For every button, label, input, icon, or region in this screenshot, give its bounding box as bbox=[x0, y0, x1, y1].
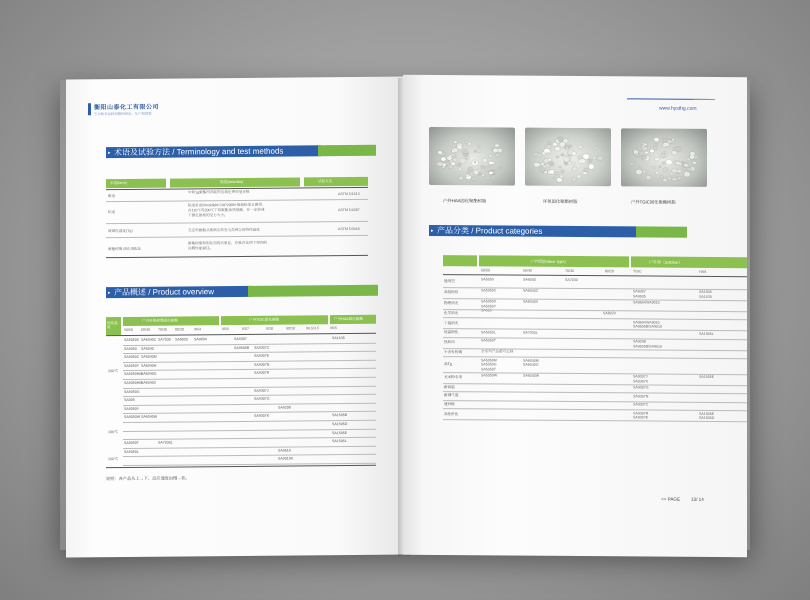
terminology-section-bar bbox=[106, 145, 376, 158]
temp-label: 160℃ bbox=[108, 457, 119, 462]
sub-header: 70/30 bbox=[565, 268, 574, 273]
resin-granule bbox=[555, 147, 560, 151]
ratio-label: 93/7 bbox=[242, 326, 249, 331]
resin-granule bbox=[489, 171, 493, 174]
resin-granule bbox=[659, 166, 661, 168]
method-cell: ASTM D4287 bbox=[338, 207, 360, 213]
categories-title: 产品分类 / Product categories bbox=[437, 226, 543, 236]
category-name: 耐高温 bbox=[444, 384, 455, 389]
resin-granule bbox=[467, 170, 470, 173]
section-bullet-icon: ▸ bbox=[431, 227, 434, 235]
row-divider bbox=[123, 394, 376, 397]
resin-granule bbox=[497, 148, 502, 152]
resin-granule bbox=[572, 178, 576, 181]
indoor-code: SA6040C bbox=[523, 288, 539, 293]
indoor-code: SA5050T bbox=[481, 366, 496, 371]
describe-cell: 在110℃或200℃下将聚酯加热熔融，在一定转速 bbox=[188, 207, 265, 213]
resin-granule bbox=[630, 162, 634, 165]
category-name: 高Tg bbox=[444, 361, 452, 366]
indoor-code: SA5050M bbox=[481, 357, 497, 362]
resin-granule bbox=[693, 162, 695, 164]
resin-granule bbox=[570, 145, 572, 147]
resin-granule bbox=[457, 163, 461, 166]
indoor-code: SA6040W bbox=[523, 373, 540, 378]
product-code: SA9307E bbox=[254, 353, 270, 359]
indoor-code: 全系列产品都可定制 bbox=[481, 349, 514, 354]
group-header: 户外HAA固化聚酯 bbox=[334, 316, 363, 322]
resin-granule bbox=[655, 158, 658, 161]
category-name: 物理消光 bbox=[444, 301, 459, 306]
resin-granule bbox=[454, 141, 457, 143]
resin-granule bbox=[636, 170, 642, 175]
resin-granule bbox=[644, 143, 647, 146]
resin-granule bbox=[453, 155, 456, 158]
category-rows bbox=[443, 276, 747, 478]
product-code: SA5050C bbox=[124, 355, 140, 360]
product-code: SA6040M bbox=[141, 354, 157, 360]
outdoor-header: 户外型（outdoor） bbox=[649, 259, 683, 265]
resin-granule bbox=[654, 138, 659, 142]
photo-caption: 环氧固化聚酯树脂 bbox=[543, 198, 578, 205]
ratio-label: 70/30 bbox=[158, 327, 167, 332]
resin-granule bbox=[468, 179, 470, 181]
product-code: SA9604 bbox=[194, 337, 207, 342]
page-number: 13/ 14 bbox=[691, 496, 704, 502]
indoor-code: SA005 bbox=[481, 308, 492, 313]
haa-code: SA1505L bbox=[699, 331, 714, 336]
resin-granule bbox=[572, 162, 575, 165]
category-name: 热转印 bbox=[444, 340, 455, 345]
resin-granule bbox=[486, 176, 490, 179]
resin-granule bbox=[472, 178, 476, 181]
resin-granule bbox=[589, 165, 594, 169]
resin-granule bbox=[672, 169, 676, 172]
indoor-code: SA5050L bbox=[481, 329, 496, 334]
resin-granule bbox=[557, 178, 561, 181]
tgic-code: SA9307 bbox=[633, 289, 646, 294]
resin-granule bbox=[583, 172, 586, 175]
haa-code: SA1505E bbox=[699, 411, 715, 416]
row-divider bbox=[123, 454, 376, 457]
tgic-code: SA9307N bbox=[633, 393, 649, 399]
product-code: SA005 bbox=[124, 398, 135, 403]
resin-granule bbox=[534, 153, 537, 155]
category-name: 不含有机锡 bbox=[444, 349, 462, 354]
product-code: SA1505L bbox=[332, 439, 347, 444]
resin-granule bbox=[688, 168, 691, 170]
resin-granule bbox=[568, 161, 571, 164]
category-name: 建材级 bbox=[444, 401, 455, 406]
resin-granule bbox=[597, 156, 603, 161]
resin-granule bbox=[656, 172, 658, 174]
resin-granule bbox=[556, 156, 559, 158]
category-name: 高装饰性 bbox=[444, 290, 459, 295]
resin-granule bbox=[642, 147, 646, 150]
resin-granule bbox=[579, 146, 582, 148]
indoor-code: SA5050 bbox=[481, 277, 494, 282]
sub-header: TGIC bbox=[633, 269, 642, 274]
company-name: 衡阳山泰化工有限公司 bbox=[94, 104, 160, 112]
product-code: SA9505B bbox=[234, 345, 250, 350]
resin-granule bbox=[635, 153, 640, 157]
resin-granule bbox=[495, 144, 499, 147]
page-label: >> PAGE bbox=[661, 496, 681, 502]
category-name: 干混消光 bbox=[444, 320, 459, 325]
product-code: SA6040H bbox=[141, 363, 157, 368]
overview-section-bar bbox=[106, 285, 378, 298]
describe-cell: 粘度是由Brookfield CAP2000+锥板粘度计测得， bbox=[188, 202, 266, 208]
product-code: SA8020 bbox=[175, 337, 188, 342]
group-header: 户外TGIC固化聚酯 bbox=[249, 317, 280, 322]
tgic-code: SA9505B/SA9010 bbox=[633, 324, 662, 329]
resin-granule bbox=[459, 176, 463, 180]
resin-granule bbox=[550, 170, 554, 173]
resin-granule bbox=[643, 171, 645, 173]
resin-granule bbox=[478, 173, 481, 176]
resin-granule bbox=[451, 162, 455, 165]
product-code: SA1505D bbox=[332, 422, 348, 427]
ratio-label: 92/8 bbox=[266, 326, 273, 331]
product-code: SA6040G bbox=[141, 372, 157, 377]
haa-code: SA1635 bbox=[699, 294, 712, 299]
indoor-code: SA6040X bbox=[523, 299, 539, 304]
resin-granule bbox=[588, 159, 592, 162]
ratio-label: 95/5 bbox=[222, 327, 229, 332]
row-divider bbox=[123, 360, 376, 363]
resin-granule bbox=[542, 152, 546, 155]
row-divider bbox=[443, 383, 747, 386]
categories-table bbox=[443, 255, 747, 477]
product-code: SA6040C bbox=[141, 337, 157, 342]
cure-temp-header: 固化温度 bbox=[107, 321, 118, 330]
product-code: SA5050G bbox=[124, 389, 140, 394]
resin-granule bbox=[539, 150, 541, 152]
row-divider bbox=[123, 377, 376, 380]
resin-granule bbox=[457, 146, 462, 150]
resin-granule bbox=[665, 152, 667, 154]
row-divider bbox=[443, 317, 747, 320]
section-bullet-icon: ▸ bbox=[108, 290, 111, 297]
haa-code: SA1505 bbox=[699, 289, 712, 294]
resin-granule bbox=[564, 162, 568, 165]
ratio-label: 60/40 bbox=[141, 327, 150, 332]
term-cell: 聚酯树脂 固化剂配比 bbox=[108, 246, 142, 252]
resin-granule bbox=[672, 178, 676, 182]
category-name: 高性价比 bbox=[444, 411, 459, 416]
product-code: SA9610 bbox=[278, 448, 291, 453]
resin-granule bbox=[474, 150, 477, 152]
resin-granule bbox=[572, 167, 577, 171]
product-code: SA9307 bbox=[234, 336, 247, 342]
tgic-code: SA9307E bbox=[633, 415, 649, 420]
product-code: SA7030 bbox=[158, 337, 171, 342]
resin-granule bbox=[482, 174, 485, 176]
resin-granule bbox=[564, 157, 570, 162]
sub-header: 50/50 bbox=[481, 268, 490, 273]
tgic-code: SA9307G bbox=[633, 385, 649, 390]
website: www.hysthg.com bbox=[659, 105, 697, 112]
section-bullet-icon: ▸ bbox=[108, 150, 111, 157]
resin-granule bbox=[677, 170, 681, 173]
header-line-accent bbox=[693, 99, 715, 100]
product-code: SA5050 bbox=[124, 346, 137, 351]
group-header: 户内环氧树脂固化聚酯 bbox=[142, 318, 178, 323]
category-name: 耐沸气泡 bbox=[444, 393, 459, 398]
describe-cell: 无定型聚酯从玻璃态转变为高弹态的特性温度 bbox=[188, 227, 260, 233]
tgic-code: SA9604/SA9010 bbox=[633, 300, 660, 305]
describe-cell: 下测定锥板的受力大小。 bbox=[188, 213, 228, 218]
resin-granule bbox=[477, 150, 480, 153]
resin-granule bbox=[493, 149, 498, 153]
resin-granule bbox=[670, 173, 672, 175]
indoor-code: SA6040G bbox=[523, 362, 539, 367]
resin-granule bbox=[572, 151, 577, 155]
resin-granule bbox=[548, 142, 552, 145]
resin-granule bbox=[645, 151, 648, 153]
product-code: SA9010A bbox=[278, 456, 294, 462]
resin-granule bbox=[684, 164, 688, 167]
resin-granule bbox=[539, 167, 545, 172]
indoor-code: SA5050G bbox=[481, 362, 497, 367]
term-cell: 玻璃化温度(Tg) bbox=[108, 228, 133, 234]
resin-granule bbox=[563, 139, 568, 143]
sub-header: HAA bbox=[699, 269, 707, 274]
resin-granule bbox=[460, 158, 466, 163]
photo-epoxy-resin bbox=[525, 128, 611, 187]
resin-granule bbox=[499, 168, 501, 170]
resin-granule bbox=[545, 164, 550, 168]
row-divider bbox=[443, 408, 747, 411]
product-code: SA5050X bbox=[124, 337, 140, 342]
resin-granule bbox=[555, 172, 559, 175]
resin-granule bbox=[655, 144, 657, 146]
terminology-title: 术语及试验方法 / Terminology and test methods bbox=[114, 146, 284, 158]
indoor-code: SA7030 bbox=[565, 277, 578, 283]
resin-granule bbox=[653, 167, 655, 169]
product-code: SA9307G bbox=[254, 396, 270, 402]
product-code: SA5050Y bbox=[124, 406, 140, 411]
product-code: SA1505E bbox=[332, 430, 348, 435]
resin-granule bbox=[459, 168, 461, 170]
resin-granule bbox=[548, 159, 550, 161]
resin-granule bbox=[666, 160, 672, 165]
indoor-code: SA5050T bbox=[481, 338, 496, 343]
product-code: SA5050HM bbox=[124, 372, 143, 377]
resin-granule bbox=[560, 175, 563, 178]
overview-title: 产品概述 / Product overview bbox=[114, 287, 215, 298]
ratio-label: 80/20 bbox=[175, 327, 184, 332]
indoor-code: SA5050W bbox=[481, 373, 498, 378]
product-code: SA9307N bbox=[254, 362, 270, 367]
resin-granule bbox=[534, 163, 539, 167]
resin-granule bbox=[577, 175, 580, 178]
resin-granule bbox=[544, 148, 549, 152]
photo-haa-resin bbox=[429, 127, 515, 186]
resin-granule bbox=[578, 156, 582, 159]
resin-granule bbox=[675, 147, 680, 151]
term-cell: 粘度 bbox=[108, 210, 116, 215]
product-code: SA9307R bbox=[254, 371, 270, 376]
describe-cell: 涂膜性能最佳。 bbox=[188, 246, 214, 251]
temp-label: 200℃ bbox=[108, 369, 119, 374]
product-code: SA9307C bbox=[254, 345, 270, 350]
product-code: SA5050L bbox=[124, 449, 139, 454]
product-code: SA1635 bbox=[332, 336, 345, 341]
resin-granule bbox=[663, 178, 667, 182]
row-divider bbox=[123, 368, 376, 371]
tgic-code: SA9505B/SA9010 bbox=[633, 343, 662, 349]
right-page bbox=[403, 75, 747, 557]
category-name: 美术粉专用 bbox=[444, 375, 462, 380]
sub-header: 80/20 bbox=[605, 269, 614, 274]
resin-granule bbox=[593, 157, 597, 160]
category-name: 低温固化 bbox=[444, 330, 459, 335]
method-cell: ASTM D3418 bbox=[338, 226, 360, 232]
tgic-code: SA9307R bbox=[633, 410, 649, 416]
resin-granule bbox=[468, 143, 471, 145]
tgic-code: SA9505 bbox=[633, 293, 646, 298]
product-code: SA5050W bbox=[124, 415, 141, 420]
resin-granule bbox=[663, 167, 668, 171]
resin-granule bbox=[662, 162, 665, 165]
company-tagline: 专业粉末涂料树脂的研发、生产和销售 bbox=[94, 111, 152, 117]
row-divider bbox=[123, 446, 376, 449]
row-divider bbox=[123, 385, 376, 388]
category-name: 化学消光 bbox=[444, 310, 459, 315]
product-code: SA5050T bbox=[124, 441, 139, 446]
ratio-label: 96.5/3.5 bbox=[306, 326, 319, 331]
indoor-code: SA6040 bbox=[523, 277, 536, 282]
resin-granule bbox=[639, 158, 641, 160]
resin-granule bbox=[481, 165, 485, 168]
ratio-label: 90/10 bbox=[286, 326, 295, 331]
resin-granule bbox=[478, 145, 480, 147]
ratio-label: 96/4 bbox=[194, 327, 201, 332]
resin-granule bbox=[594, 147, 597, 149]
photo-caption: 户外TGIC固化聚酯树脂 bbox=[631, 199, 676, 205]
resin-granule bbox=[489, 154, 493, 157]
resin-granule bbox=[660, 153, 665, 157]
indoor-code: SA6040M bbox=[523, 358, 539, 363]
resin-granule bbox=[544, 171, 547, 174]
method-cell: ASTM D1613 bbox=[338, 191, 360, 197]
left-page bbox=[66, 77, 406, 558]
indoor-code: SA7030L bbox=[523, 330, 538, 335]
product-code: SA6040 bbox=[141, 346, 154, 351]
resin-granule bbox=[668, 178, 671, 180]
resin-granule bbox=[646, 175, 651, 179]
row-divider bbox=[443, 400, 747, 403]
indoor-header: 户内型(Indoor type) bbox=[531, 258, 566, 264]
product-code: SA5050HM bbox=[124, 380, 143, 385]
resin-granule bbox=[561, 170, 564, 173]
resin-granule bbox=[684, 172, 690, 177]
product-code: SA1505B bbox=[332, 413, 348, 418]
ratio-label: 95/5 bbox=[330, 326, 337, 331]
indoor-code: SA5050Y bbox=[481, 303, 497, 308]
tgic-code: SA9208 bbox=[633, 339, 646, 344]
ratio-label: 50/50 bbox=[124, 327, 133, 332]
category-name: 通用型 bbox=[444, 279, 455, 284]
resin-granule bbox=[437, 162, 443, 166]
resin-granule bbox=[639, 167, 642, 169]
indoor-code: SA5050C bbox=[481, 288, 497, 293]
haa-code: SA1505D bbox=[699, 415, 715, 420]
product-code: SA9208 bbox=[278, 405, 291, 410]
header-accent bbox=[88, 103, 91, 115]
resin-granule bbox=[559, 166, 561, 168]
terminology-table bbox=[106, 177, 368, 252]
resin-granule bbox=[496, 154, 499, 157]
row-divider bbox=[443, 391, 747, 394]
product-code: SA6040X bbox=[141, 380, 157, 385]
resin-granule bbox=[564, 180, 566, 182]
product-code: SA9307J bbox=[254, 388, 269, 393]
row-divider bbox=[123, 403, 376, 406]
term-header: 术语(term) bbox=[110, 180, 127, 186]
overview-note: 说明：各产品从上→下、反应速度由慢→快。 bbox=[106, 475, 190, 482]
resin-granule bbox=[677, 176, 681, 179]
resin-granule bbox=[650, 149, 654, 152]
product-code: SA7030L bbox=[158, 440, 173, 445]
resin-granule bbox=[653, 146, 657, 149]
describe-cell: 聚酯树脂和固化剂的质量比，在推荐比例下得到的 bbox=[188, 240, 268, 246]
photo-caption: 户外HAA固化聚酯树脂 bbox=[443, 198, 487, 204]
indoor-code: SA8020 bbox=[603, 311, 616, 316]
sub-header: 60/40 bbox=[523, 268, 532, 273]
temp-label: 180℃ bbox=[108, 430, 119, 435]
resin-granule bbox=[583, 154, 589, 159]
resin-granule bbox=[687, 158, 691, 161]
haa-code: SA1505E bbox=[699, 374, 715, 379]
describe-header: 描述(describe) bbox=[220, 179, 244, 185]
tgic-code: SA9307C bbox=[633, 402, 649, 407]
resin-granule bbox=[478, 169, 480, 171]
resin-granule bbox=[561, 154, 563, 156]
resin-granule bbox=[445, 161, 451, 166]
indoor-code: SA5050X bbox=[481, 299, 497, 304]
categories-section-bar bbox=[429, 225, 687, 238]
row-divider bbox=[123, 351, 376, 354]
method-header: 试验方法 bbox=[318, 179, 333, 184]
resin-granule bbox=[463, 153, 467, 156]
resin-granule bbox=[483, 158, 488, 162]
overview-table bbox=[106, 315, 376, 487]
photo-tgic-resin bbox=[621, 128, 707, 187]
resin-granule bbox=[640, 150, 643, 152]
term-cell: 酸值 bbox=[108, 194, 116, 199]
tgic-code: SA9307J bbox=[633, 374, 648, 379]
product-code: SA9307K bbox=[254, 414, 270, 419]
describe-cell: 中和1g聚酯所消耗的氢氧化钾的毫克数 bbox=[188, 189, 250, 195]
product-code: SA6040W bbox=[141, 415, 158, 420]
product-code: SA5050Y bbox=[124, 363, 140, 368]
resin-granule bbox=[468, 161, 470, 163]
resin-granule bbox=[553, 177, 556, 179]
resin-granule bbox=[683, 168, 685, 170]
tgic-code: SA9307K bbox=[633, 378, 649, 384]
row-divider bbox=[123, 342, 376, 345]
resin-granule bbox=[453, 158, 457, 161]
resin-granule bbox=[580, 160, 583, 163]
resin-granule bbox=[553, 143, 557, 146]
resin-granule bbox=[465, 156, 468, 159]
tgic-code: SA9604/SA9010 bbox=[633, 319, 660, 325]
